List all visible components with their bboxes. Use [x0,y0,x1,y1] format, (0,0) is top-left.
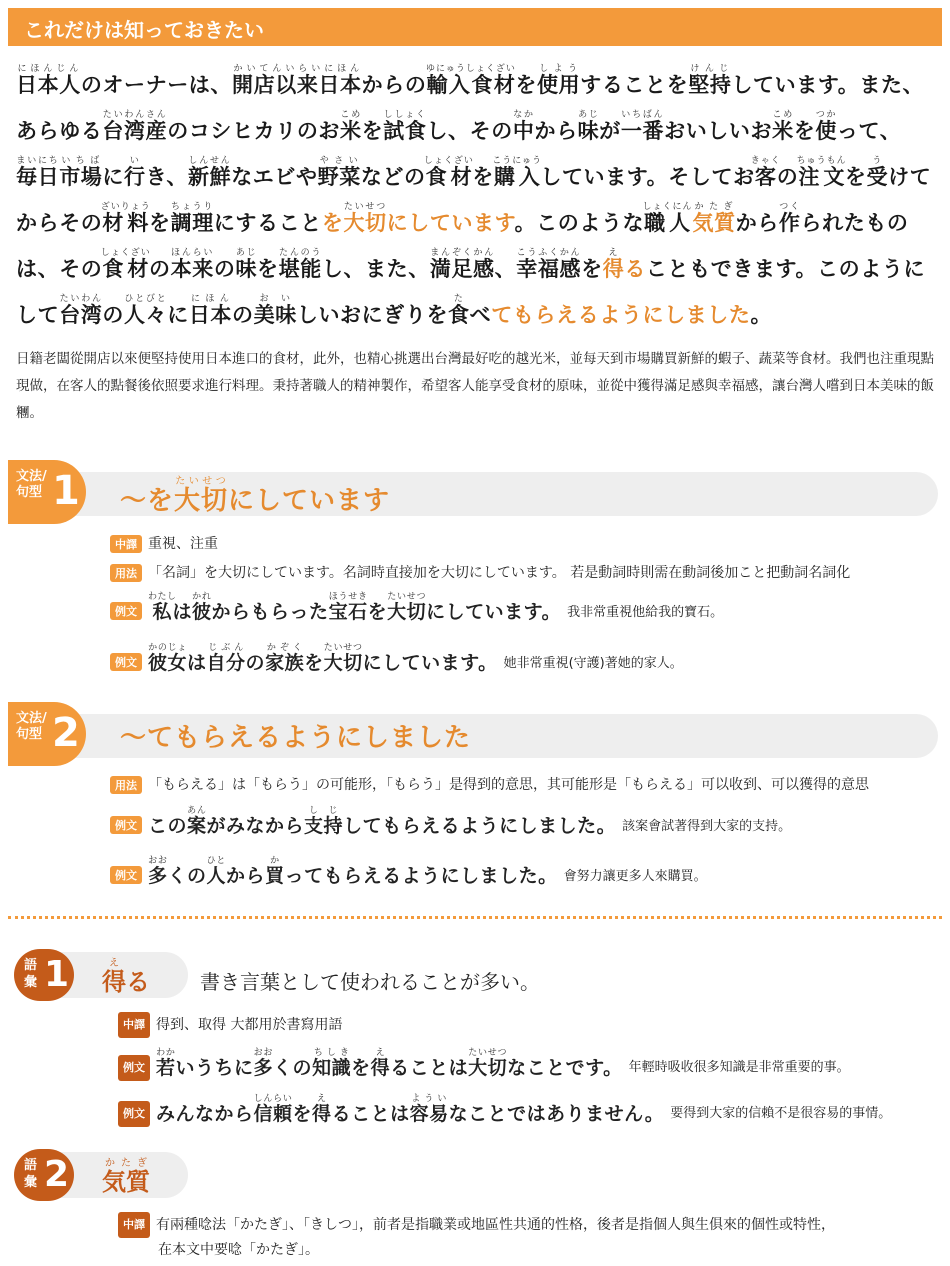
grammar-2-example-1: 例文 この案あんがみなから支持しじしてもらえるようにしました。 該案會試著得到大家的支持。 [110,806,940,838]
grammar-2-number: 2 [52,710,80,756]
usage-tag: 用法 [110,776,142,794]
meaning-tag: 中譯 [118,1012,150,1038]
reading-passage: 日本人にほんじんのオーナーは、開店以来日本かいてんいらいにほんからの輸入食材ゆにゅうしょくざいを使用しようすることを堅持けんじしています。また、あらゆる台湾産たいわんさんのコシヒカリのお米こめを試食ししょくし、その中なかから味あじが一番いちばんおいしいお米こめを使つかって、毎日まいにち市場いちばに行いき、新鮮しんせんなエビや野菜やさいなどの食材しょくざいを購入こうにゅうしています。そしてお客きゃくの注文ちゅうもんを受うけてからその材料ざいりょうを調理ちょうりにすることを大切たいせつにしています。このような職人しょくにん気質かたぎから作つくられたものは、その食材しょくざいの本来ほんらいの味あじを堪能たんのうし、また、満足感まんぞくかん、幸福感こうふくかんを得えることもできます。このようにして台湾たいわんの人々ひとびとに日本にほんの美味おいしいおにぎりを食たべてもらえるようにしました。 [16,64,932,327]
vocab-2-word: 気質かたぎ [102,1158,150,1196]
passage-translation: 日籍老闆從開店以來便堅持使用日本進口的食材，此外，也精心挑選出台灣最好吃的越光米，並每天到市場購買新鮮的蝦子、蔬菜等食材。我們也注重現點現做，在客人的點餐後依照要求進行料理。秉持著職人的精神製作，希望客人能享受食材的原味，並從中獲得滿足感與幸福感，讓台灣人嚐到日本美味的飯糰。 [16,351,934,421]
section-divider [8,916,942,919]
grammar-1-badge: 文法/ 句型 1 [8,460,86,524]
meaning-tag: 中譯 [118,1212,150,1238]
grammar-1-header [8,468,938,514]
vocab-1-number: 1 [44,954,70,995]
grammar-1-example-2: 例文 彼女かのじょは自分じぶんの家族かぞくを大切たいせつにしています。 她非常重視(守護)著她的家人。 [110,643,940,675]
example-tag: 例文 [110,816,142,834]
example-tag: 例文 [118,1055,150,1081]
vocab-1-description: 書き言葉として使われることが多い。 [200,970,540,994]
grammar-1-number: 1 [52,468,80,514]
vocab-2-meaning: 中譯 有兩種唸法「かたぎ」、「きしつ」，前者是指職業或地區性共通的性格，後者是指個人與生俱來的個性或特性， 在本文中要唸「かたぎ」。 [118,1212,948,1262]
grammar-2-example-2: 例文 多おおくの人ひとから買かってもらえるようにしました。 會努力讓更多人來購買。 [110,856,940,888]
grammar-1-example-1: 例文 私わたしは彼かれからもらった宝石ほうせきを大切たいせつにしています。 我非常重視他給我的寶石。 [110,592,940,624]
meaning-tag: 中譯 [110,535,142,553]
grammar-1-title: 〜を大切たいせつにしています [120,476,391,516]
vocab-1-badge: 語 彙 1 [14,949,74,1001]
example-tag: 例文 [118,1101,150,1127]
vocab-1-example-2: 例文 みんなから信頼しんらいを得えることは容易よういなことではありません。 要得到大家的信賴不是很容易的事情。 [118,1094,948,1127]
vocab-2-badge: 語 彙 2 [14,1149,74,1201]
grammar-2-header [8,710,938,756]
grammar-1-meaning: 中譯 重視、注重 [110,533,940,553]
section-header-bar [8,8,942,46]
vocab-1-word: 得える [102,958,150,996]
grammar-2-title: 〜てもらえるようにしました [120,723,472,753]
vocab-1-meaning: 中譯 得到、取得 大都用於書寫用語 [118,1012,948,1038]
vocab-1-example-1: 例文 若わかいうちに多おおくの知識ちしきを得えることは大切たいせつなことです。 年輕時吸收很多知識是非常重要的事。 [118,1048,948,1081]
usage-tag: 用法 [110,564,142,582]
example-tag: 例文 [110,866,142,884]
grammar-2-badge: 文法/ 句型 2 [8,702,86,766]
example-tag: 例文 [110,602,142,620]
grammar-2-usage: 用法 「もらえる」は「もらう」の可能形，「もらう」是得到的意思，其可能形是「もらえる」可以收到、可以獲得的意思 [110,774,940,794]
grammar-1-usage: 用法 「名詞」を大切にしています。名詞時直接加を大切にしています。 若是動詞時則需在動詞後加こと把動詞名詞化 [110,562,940,582]
vocab-2-number: 2 [44,1154,70,1195]
section-header-title: これだけは知っておきたい [24,18,264,42]
example-tag: 例文 [110,653,142,671]
